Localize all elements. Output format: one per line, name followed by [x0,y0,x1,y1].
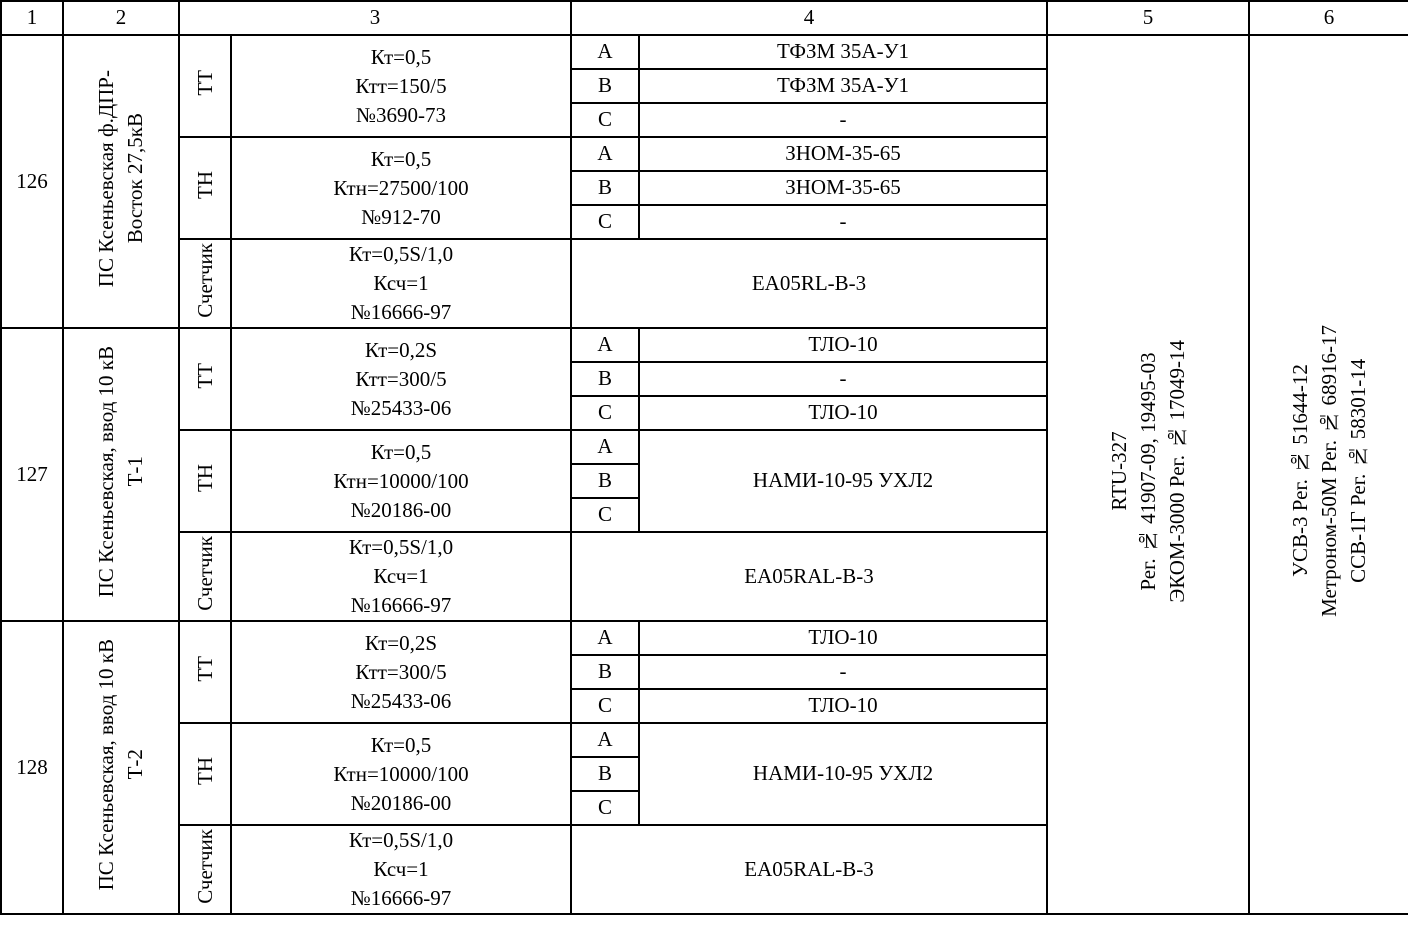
device-model: ЗНОМ-35-65 [639,137,1047,171]
meter-model: EA05RAL-B-3 [571,532,1047,621]
phase-label: C [571,791,639,825]
header-col-6: 6 [1249,1,1408,35]
tn-params: Кт=0,5 Ктн=10000/100 №20186-00 [231,723,571,825]
row-number: 126 [1,35,63,328]
phase-label: B [571,69,639,103]
connection-name-text: ПС Ксеньевская ф.ДПР- Восток 27,5кВ [94,69,147,287]
tn-label: ТН [179,430,231,532]
meter-model: EA05RAL-B-3 [571,825,1047,914]
meter-model: EA05RL-B-3 [571,239,1047,328]
phase-label: C [571,103,639,137]
phase-label: B [571,464,639,498]
tt-params: Кт=0,2S Ктт=300/5 №25433-06 [231,621,571,723]
phase-label: A [571,621,639,655]
device-model: ТЛО-10 [639,328,1047,362]
connection-name-text: ПС Ксеньевская, ввод 10 кВ Т-1 [94,345,147,598]
device-model: ТЛО-10 [639,396,1047,430]
device-model: - [639,103,1047,137]
meter-params: Кт=0,5S/1,0 Ксч=1 №16666-97 [231,239,571,328]
tn-params: Кт=0,5 Ктн=10000/100 №20186-00 [231,430,571,532]
device-model: НАМИ-10-95 УХЛ2 [639,723,1047,825]
device-model: ТЛО-10 [639,689,1047,723]
tt-params: Кт=0,5 Ктт=150/5 №3690-73 [231,35,571,137]
phase-label: A [571,723,639,757]
tn-label: ТН [179,723,231,825]
connection-name [63,35,179,328]
phase-label: C [571,396,639,430]
header-col-4: 4 [571,1,1047,35]
phase-label: A [571,35,639,69]
header-col-1: 1 [1,1,63,35]
time-sync-info [1249,35,1408,914]
meter-label: Счетчик [179,239,231,328]
device-model: ТФЗМ 35А-У1 [639,35,1047,69]
meter-params: Кт=0,5S/1,0 Ксч=1 №16666-97 [231,825,571,914]
controller-info-text: RTU-327 Рег. № 41907-09, 19495-03 ЭКОМ-3000 Рег. № 17049-14 [1106,340,1189,603]
phase-label: A [571,430,639,464]
phase-label: A [571,328,639,362]
tn-params: Кт=0,5 Ктн=27500/100 №912-70 [231,137,571,239]
device-model: НАМИ-10-95 УХЛ2 [639,430,1047,532]
device-model: - [639,655,1047,689]
phase-label: B [571,362,639,396]
phase-label: C [571,689,639,723]
phase-label: B [571,171,639,205]
connection-name [63,328,179,621]
connection-name [63,621,179,914]
time-sync-info-text: УСВ-3 Рег. № 51644-12 Метроном-50М Рег. № 68916-17 ССВ-1Г Рег. № 58301-14 [1287,325,1370,618]
device-model: - [639,205,1047,239]
phase-label: A [571,137,639,171]
connection-name-text: ПС Ксеньевская, ввод 10 кВ Т-2 [94,638,147,891]
phase-label: C [571,498,639,532]
meter-label: Счетчик [179,532,231,621]
tt-label: ТТ [179,35,231,137]
tt-label: ТТ [179,621,231,723]
row-number: 127 [1,328,63,621]
header-col-3: 3 [179,1,571,35]
header-row [1,1,1408,35]
table-row [1,35,1408,69]
meter-params: Кт=0,5S/1,0 Ксч=1 №16666-97 [231,532,571,621]
row-number: 128 [1,621,63,914]
device-model: - [639,362,1047,396]
phase-label: C [571,205,639,239]
phase-label: B [571,757,639,791]
phase-label: B [571,655,639,689]
header-col-5: 5 [1047,1,1249,35]
device-model: ТЛО-10 [639,621,1047,655]
device-model: ЗНОМ-35-65 [639,171,1047,205]
meter-label: Счетчик [179,825,231,914]
tt-params: Кт=0,2S Ктт=300/5 №25433-06 [231,328,571,430]
header-col-2: 2 [63,1,179,35]
tt-label: ТТ [179,328,231,430]
tn-label: ТН [179,137,231,239]
controller-info [1047,35,1249,914]
device-model: ТФЗМ 35А-У1 [639,69,1047,103]
